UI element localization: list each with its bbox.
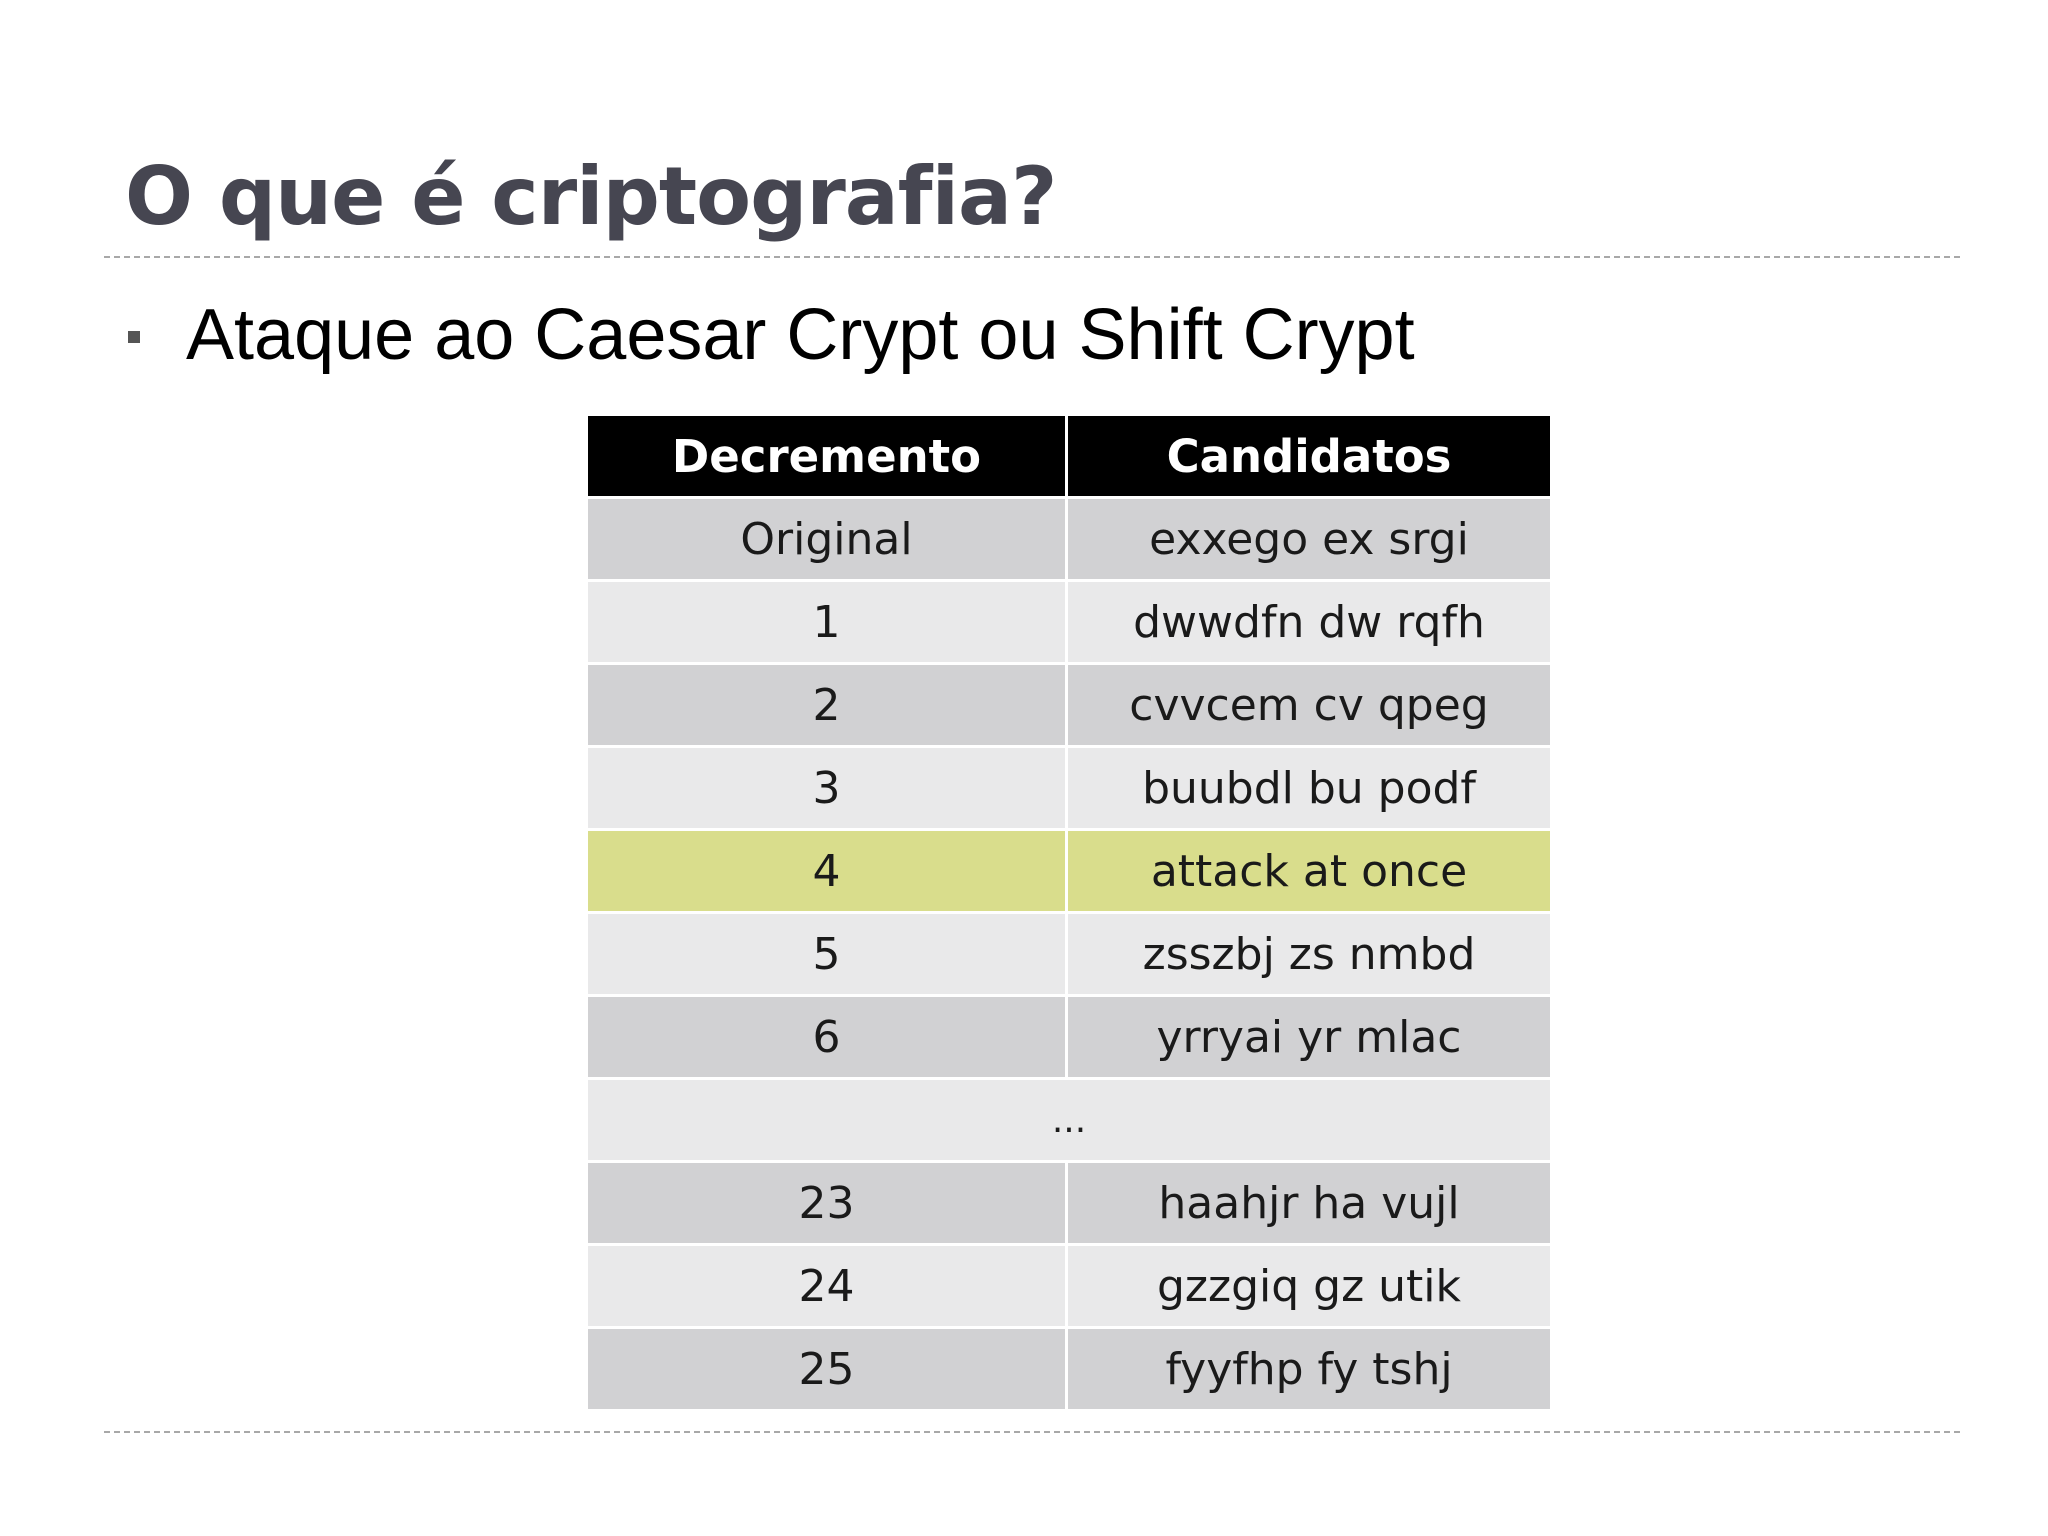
table-header-row	[588, 416, 1550, 499]
decrement-cell: 3	[588, 748, 1068, 831]
decrement-cell: 1	[588, 582, 1068, 665]
header-decremento: Decremento	[588, 416, 1068, 499]
bullet-text: Ataque ao Caesar Crypt ou Shift Crypt	[186, 295, 1415, 375]
candidate-cell: exxego ex srgi	[1068, 499, 1550, 582]
candidate-cell: yrryai yr mlac	[1068, 997, 1550, 1080]
title-divider	[104, 256, 1960, 258]
decrement-cell: 4	[588, 831, 1068, 914]
ellipsis-cell: ...	[588, 1080, 1550, 1163]
decrement-cell: 5	[588, 914, 1068, 997]
decrement-cell: Original	[588, 499, 1068, 582]
candidate-cell: haahjr ha vujl	[1068, 1163, 1550, 1246]
table-row	[588, 1329, 1550, 1412]
table-row	[588, 748, 1550, 831]
candidate-cell: attack at once	[1068, 831, 1550, 914]
table-row	[588, 582, 1550, 665]
slide-title: O que é criptografia?	[125, 150, 1057, 243]
bullet-item	[128, 290, 1415, 380]
candidate-cell: cvvcem cv qpeg	[1068, 665, 1550, 748]
table-row-highlighted	[588, 831, 1550, 914]
candidate-cell: buubdl bu podf	[1068, 748, 1550, 831]
table-row	[588, 1163, 1550, 1246]
decrement-cell: 23	[588, 1163, 1068, 1246]
footer-divider	[104, 1431, 1960, 1433]
table-row	[588, 914, 1550, 997]
candidate-cell: zsszbj zs nmbd	[1068, 914, 1550, 997]
table-row	[588, 499, 1550, 582]
decrement-cell: 25	[588, 1329, 1068, 1412]
decrement-cell: 2	[588, 665, 1068, 748]
decrement-cell: 24	[588, 1246, 1068, 1329]
candidate-cell: dwwdfn dw rqfh	[1068, 582, 1550, 665]
table-row	[588, 997, 1550, 1080]
table-row	[588, 665, 1550, 748]
decrement-cell: 6	[588, 997, 1068, 1080]
square-bullet-icon	[128, 331, 140, 343]
table-row-ellipsis	[588, 1080, 1550, 1163]
header-candidatos: Candidatos	[1068, 416, 1550, 499]
candidate-cell: gzzgiq gz utik	[1068, 1246, 1550, 1329]
table-row	[588, 1246, 1550, 1329]
candidate-cell: fyyfhp fy tshj	[1068, 1329, 1550, 1412]
caesar-candidates-table	[588, 416, 1550, 1412]
